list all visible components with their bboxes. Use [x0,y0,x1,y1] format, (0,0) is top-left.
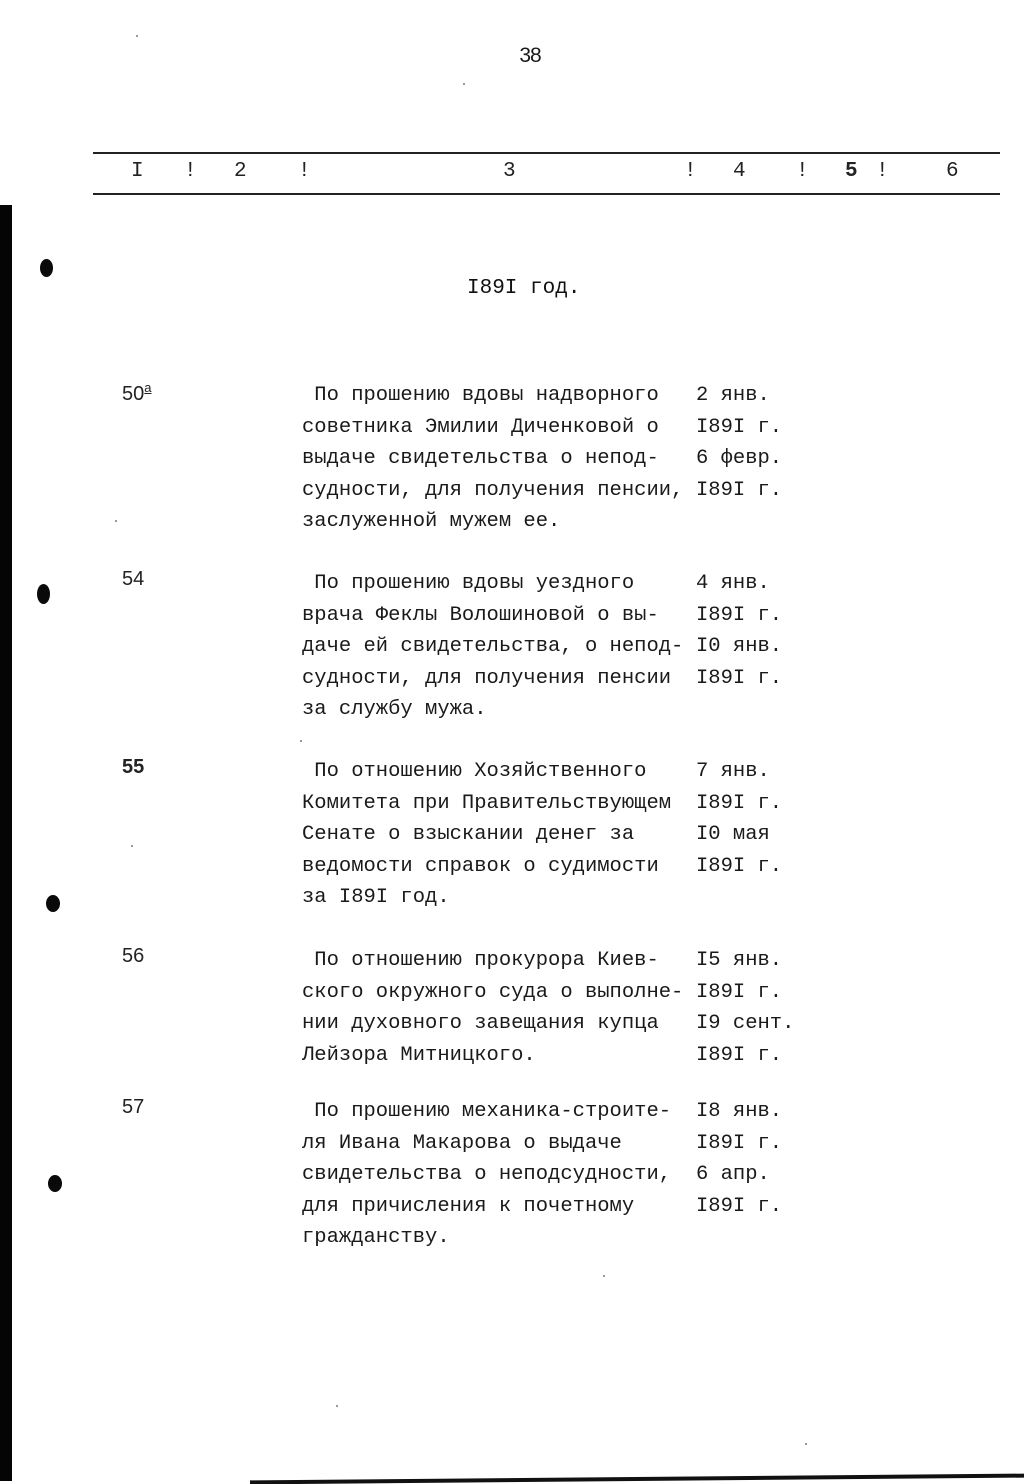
entry-dates [696,756,816,882]
text-line: даче ей свидетельства, о непод- [302,635,684,658]
column-header-2: 2 [234,160,247,183]
scan-speck [463,83,465,85]
text-line: ского окружного суда о выполне- [302,980,684,1004]
date-line: 6 апр. [696,1163,770,1186]
text-line: свидетельства о неподсудности, [302,1163,672,1186]
text-line: ля Ивана Макарова о выдаче [302,1131,622,1155]
text-line: для причисления к почетному [302,1194,635,1218]
text-line: Лейзора Митницкого. [302,1043,536,1067]
date-line: I89I г. [696,854,783,878]
entry-number [122,1096,144,1119]
text-line: ведомости справок о судимости [302,854,659,878]
header-rule-bottom [93,193,1000,195]
scan-speck [300,740,302,742]
text-line: заслуженной мужем ее. [302,510,561,533]
text-line: Сенате о взыскании денег за [302,823,635,846]
date-line: I89I г. [696,1194,783,1218]
entry-number-value: 57 [122,1096,145,1118]
entry-description [302,568,697,726]
column-header-3: 3 [503,160,516,183]
date-line: I89I г. [696,666,783,690]
entry-description [302,756,697,914]
year-heading: I89I год. [467,277,581,300]
scan-speck [131,845,133,847]
text-line: По прошению вдовы уездного [302,572,635,595]
column-separator: ! [876,160,889,183]
text-line: По отношению прокурора Киев- [302,949,659,972]
date-line: 6 февр. [696,447,783,470]
scan-speck [603,1275,605,1277]
date-line: I89I г. [696,980,783,1004]
punch-hole [40,259,53,277]
entry-description [302,380,697,538]
scan-speck [805,1443,807,1445]
entry-number-value: 50 [122,383,145,405]
punch-hole [37,584,50,604]
date-line: 7 янв. [696,760,770,783]
entry-dates [696,945,816,1071]
entry-number-superscript: a [144,380,152,395]
text-line: Комитета при Правительствующем [302,791,672,815]
text-line: нии духовного завещания купца [302,1012,659,1035]
header-rule-top [93,152,1000,154]
scan-speck [136,35,138,37]
punch-hole [46,895,60,912]
text-line: советника Эмилии Диченковой о [302,415,659,439]
text-line: за службу мужа. [302,698,487,721]
entry-description [302,945,697,1071]
entry-number-value: 54 [122,568,145,590]
entry-dates [696,568,816,694]
column-header-6: 6 [946,160,959,183]
text-line: По прошению механика-строите- [302,1100,672,1123]
scan-border-bottom [250,1474,1024,1484]
date-line: 2 янв. [696,384,770,407]
scan-speck [115,520,117,522]
entry-number-value: 55 [122,756,145,778]
date-line: I5 янв. [696,949,783,972]
date-line: I0 мая [696,823,770,846]
date-line: I8 янв. [696,1100,783,1123]
entry-number [122,756,144,779]
text-line: гражданству. [302,1226,450,1249]
page-number: 38 [519,44,541,67]
column-separator: ! [298,160,311,183]
date-line: I89I г. [696,1131,783,1155]
entry-number [122,568,144,591]
text-line: судности, для получения пенсии [302,666,672,690]
column-header-4: 4 [733,160,746,183]
entry-number [122,945,144,968]
text-line: По прошению вдовы надворного [302,384,659,407]
text-line: По отношению Хозяйственного [302,760,647,783]
date-line: I89I г. [696,791,783,815]
date-line: I89I г. [696,1043,783,1067]
entry-number [122,380,151,406]
scan-speck [336,1405,338,1407]
entry-dates [696,380,816,506]
column-separator: ! [684,160,697,183]
text-line: выдаче свидетельства о непод- [302,447,659,470]
text-line: врача Феклы Волошиновой о вы- [302,603,659,627]
text-line: судности, для получения пенсии, [302,478,684,502]
entry-dates [696,1096,816,1222]
date-line: I0 янв. [696,635,783,658]
punch-hole [48,1175,62,1192]
text-line: за I89I год. [302,886,450,909]
column-header-5: 5 [845,160,858,183]
scan-border-left [0,205,12,1481]
column-separator: ! [796,160,809,183]
column-separator: ! [184,160,197,183]
entry-description [302,1096,697,1254]
entry-number-value: 56 [122,945,145,967]
column-header-1: I [131,160,144,183]
date-line: I89I г. [696,478,783,502]
date-line: I89I г. [696,415,783,439]
date-line: I89I г. [696,603,783,627]
date-line: I9 сент. [696,1012,795,1035]
date-line: 4 янв. [696,572,770,595]
